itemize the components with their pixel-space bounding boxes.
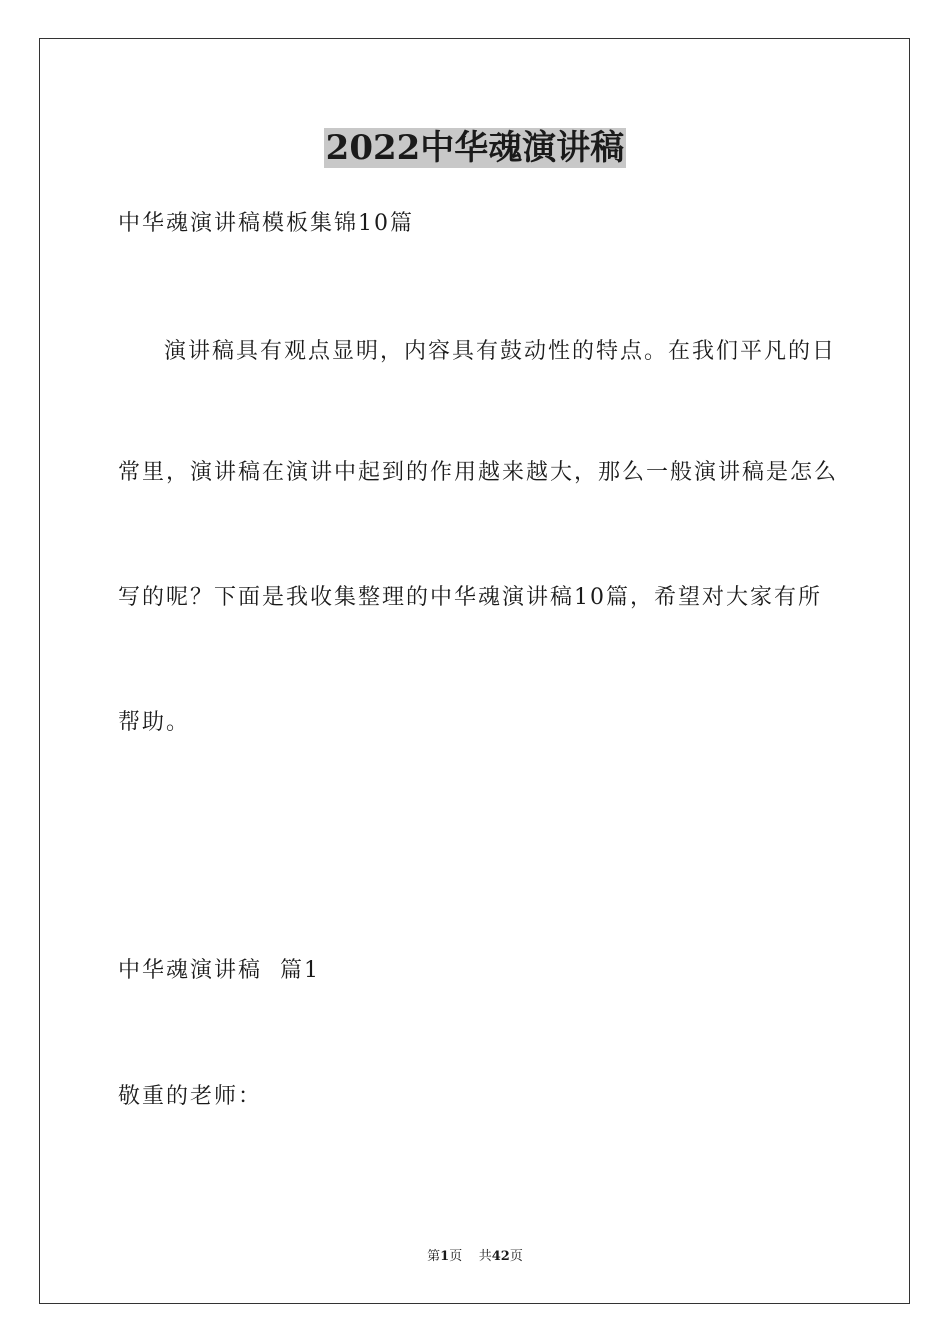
page-footer bbox=[0, 1248, 950, 1266]
footer-page-number: 1 bbox=[440, 1249, 450, 1264]
document-title bbox=[0, 126, 950, 170]
intro-line-1: 演讲稿具有观点显明，内容具有鼓动性的特点。在我们平凡的日 bbox=[164, 339, 837, 364]
intro-line-4: 帮助。 bbox=[118, 710, 191, 735]
intro-line-2: 常里，演讲稿在演讲中起到的作用越来越大，那么一般演讲稿是怎么 bbox=[118, 460, 839, 485]
document-title-text: 2022中华魂演讲稿 bbox=[325, 128, 625, 168]
section-heading: 中华魂演讲稿 篇1 bbox=[118, 958, 320, 983]
footer-total-suffix: 页 bbox=[509, 1249, 523, 1264]
footer-total-prefix: 共 bbox=[478, 1249, 492, 1264]
document-subtitle: 中华魂演讲稿模板集锦10篇 bbox=[118, 211, 414, 236]
footer-total-pages: 42 bbox=[491, 1249, 510, 1264]
intro-line-3: 写的呢？下面是我收集整理的中华魂演讲稿10篇，希望对大家有所 bbox=[118, 585, 822, 610]
footer-page-prefix: 第 bbox=[427, 1249, 441, 1264]
salutation: 敬重的老师： bbox=[118, 1084, 263, 1109]
footer-page-suffix: 页 bbox=[449, 1249, 463, 1264]
